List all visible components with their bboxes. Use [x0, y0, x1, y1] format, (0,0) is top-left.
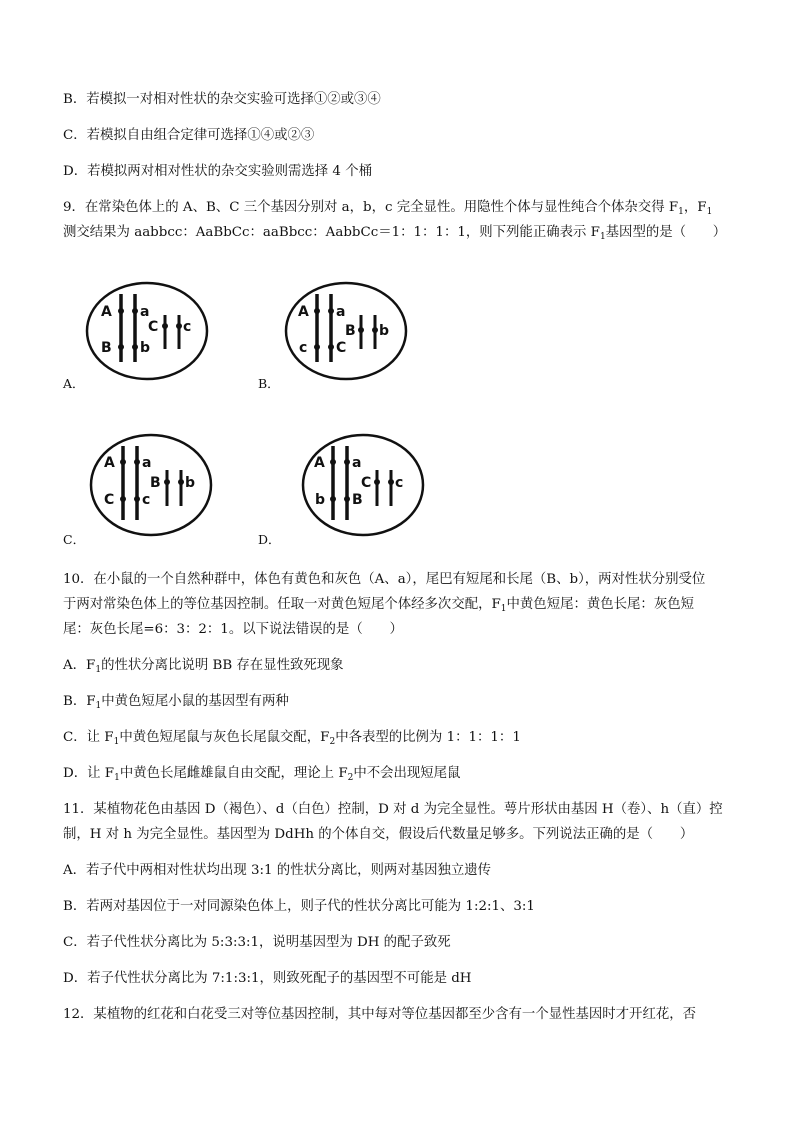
- svg-text:C: C: [361, 475, 372, 491]
- svg-text:B: B: [352, 492, 363, 508]
- svg-text:A: A: [314, 455, 325, 471]
- figure-d-label: D．: [258, 532, 281, 547]
- q10-option-c: C．让 $F_1$中黄色短尾鼠与灰色长尾鼠交配，$F_2$中各表型的比例为 1：1：1：1: [63, 730, 521, 747]
- svg-text:C: C: [336, 340, 347, 356]
- chromosome-pair-short: [165, 315, 179, 349]
- q10-stem-line2: 于两对常染色体上的等位基因控制。任取一对黄色短尾个体经多次交配，$F_1$中黄色短尾：黄色长尾：灰色短: [63, 597, 694, 614]
- svg-text:a: a: [336, 304, 346, 320]
- gene-label: B: [101, 340, 112, 356]
- q11-stem-line1: 11．某植物花色由基因 D（褐色）、d（白色）控制，D 对 d 为完全显性。萼片形状由基因 H（卷）、h（直）控: [63, 802, 723, 817]
- q9-stem-line2: 测交结果为 aabbcc：AaBbCc：aaBbcc：AabbCc＝1：1：1：1，则下列能正确表示 $F_1$基因型的是（ ）: [63, 225, 727, 242]
- cell-diagram-c: [88, 432, 214, 538]
- cell-diagram-d: [300, 432, 426, 538]
- svg-text:a: a: [352, 455, 362, 471]
- q11-option-b: B．若两对基因位于一对同源染色体上，则子代的性状分离比可能为 1:2:1、3:1: [63, 899, 535, 914]
- q8-option-c: C．若模拟自由组合定律可选择①④或②③: [63, 128, 315, 143]
- q9-stem-line1: 9．在常染色体上的 A、B、C 三个基因分别对 a，b，c 完全显性。用隐性个体与显性纯合个体杂交得 $F_1$，$F_1$: [63, 200, 713, 217]
- svg-text:c: c: [142, 492, 151, 508]
- svg-text:b: b: [379, 323, 390, 339]
- q8-option-b: B．若模拟一对相对性状的杂交实验可选择①②或③④: [63, 92, 381, 107]
- q10-option-d: D．让 $F_1$中黄色长尾雌雄鼠自由交配，理论上 $F_2$中不会出现短尾鼠: [63, 766, 461, 783]
- svg-text:B: B: [150, 475, 161, 491]
- cell-diagram-a: [84, 280, 210, 382]
- q11-option-d: D．若子代性状分离比为 7:1:3:1，则致死配子的基因型不可能是 dH: [63, 971, 472, 986]
- q10-option-a: A．$F_1$的性状分离比说明 BB 存在显性致死现象: [63, 658, 344, 675]
- q11-stem-line2: 制，H 对 h 为完全显性。基因型为 DdHh 的个体自交，假设后代数量足够多。下列说法正确的是（ ）: [63, 827, 694, 842]
- svg-text:c: c: [395, 475, 404, 491]
- q12-stem-line1: 12．某植物的红花和白花受三对等位基因控制，其中每对等位基因都至少含有一个显性基因时才开红花，否: [63, 1007, 697, 1022]
- svg-text:A: A: [298, 304, 309, 320]
- gene-label: a: [140, 304, 150, 320]
- q11-option-a: A．若子代中两相对性状均出现 3:1 的性状分离比，则两对基因独立遗传: [63, 863, 492, 878]
- gene-label: b: [140, 340, 151, 356]
- chromosome-pair-long: [121, 294, 135, 362]
- gene-label: c: [183, 319, 192, 335]
- gene-label: C: [148, 319, 159, 335]
- svg-text:a: a: [142, 455, 152, 471]
- cell-diagram-b: [283, 280, 409, 382]
- q11-option-c: C．若子代性状分离比为 5:3:3:1，说明基因型为 DH 的配子致死: [63, 935, 451, 950]
- svg-text:A: A: [104, 455, 115, 471]
- svg-text:B: B: [345, 323, 356, 339]
- svg-text:C: C: [104, 492, 115, 508]
- q8-option-d: D．若模拟两对相对性状的杂交实验则需选择 4 个桶: [63, 164, 372, 179]
- figure-c-label: C．: [63, 532, 86, 547]
- figure-b-label: B．: [258, 376, 280, 391]
- q10-stem-line1: 10．在小鼠的一个自然种群中，体色有黄色和灰色（A、a），尾巴有短尾和长尾（B、b），两对性状分别受位: [63, 572, 706, 587]
- figure-a-label: A．: [63, 376, 85, 391]
- svg-text:c: c: [299, 340, 308, 356]
- svg-text:b: b: [185, 475, 196, 491]
- q10-stem-line3: 尾：灰色长尾=6：3：2：1。以下说法错误的是（ ）: [63, 622, 403, 637]
- gene-label: A: [101, 304, 112, 320]
- svg-text:b: b: [315, 492, 326, 508]
- q10-option-b: B．$F_1$中黄色短尾小鼠的基因型有两种: [63, 694, 289, 711]
